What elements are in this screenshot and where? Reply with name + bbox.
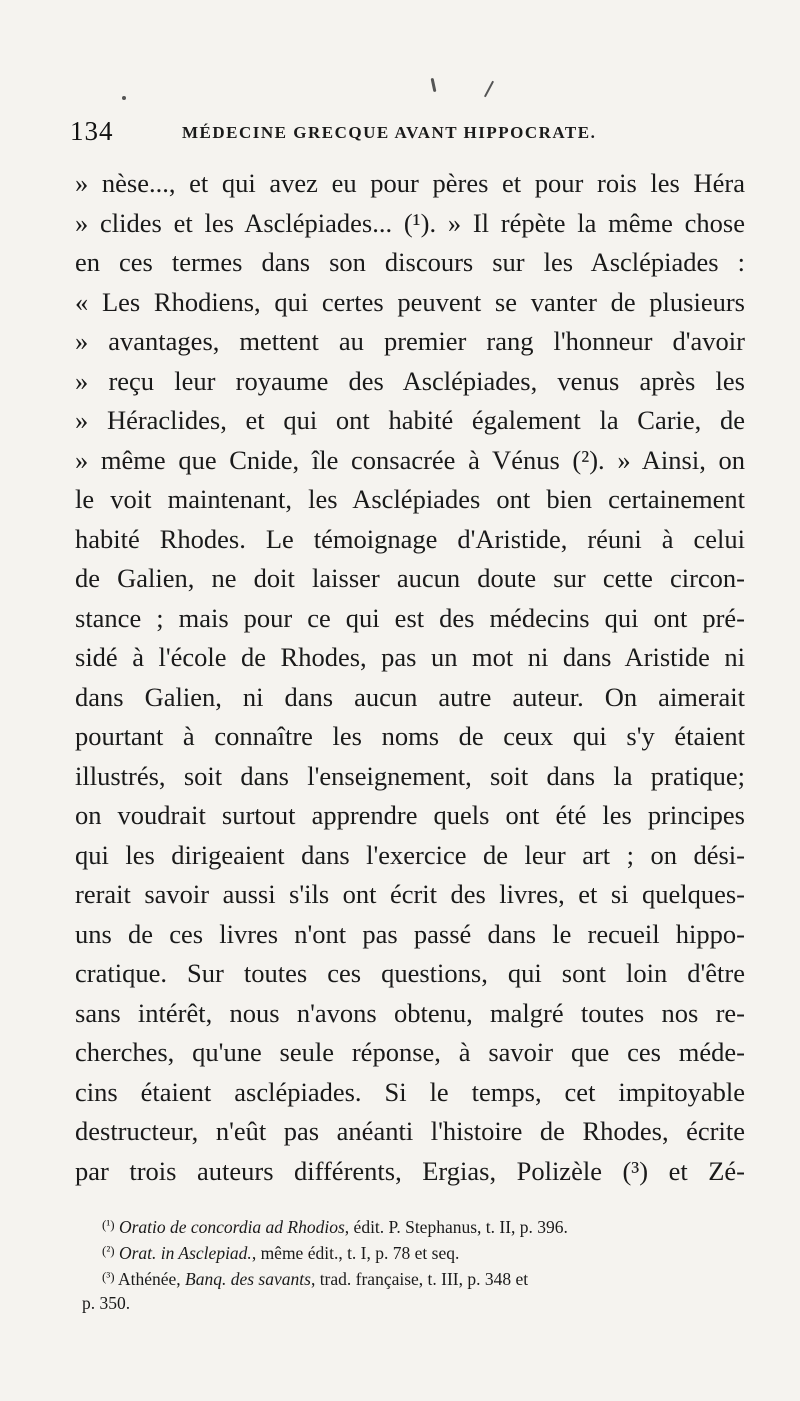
text-line: pourtant à connaître les noms de ceux qui s'y étaient [75, 721, 745, 751]
text-line: sidé à l'école de Rhodes, pas un mot ni dans Aristide ni [75, 642, 745, 672]
text-line: illustrés, soit dans l'enseignement, soit dans la pratique; [75, 760, 745, 791]
text-line: habité Rhodes. Le témoignage d'Aristide, réuni à celui [75, 523, 745, 554]
text-line: » Héraclides, et qui ont habité également la Carie, de [75, 405, 745, 435]
ink-speck [431, 78, 437, 92]
footnotes [82, 1212, 742, 1316]
footnote-text: , édit. P. Stephanus, t. II, p. 396. [344, 1217, 568, 1237]
text-line: cratique. Sur toutes ces questions, qui sont loin d'être [75, 958, 745, 988]
ink-speck [122, 96, 126, 100]
footnote-2 [82, 1238, 742, 1264]
footnote-title: Banq. des savants [185, 1269, 311, 1289]
text-line: uns de ces livres n'ont pas passé dans le recueil hippo- [75, 918, 745, 949]
text-line: dans Galien, ni dans aucun autre auteur. On aimerait [75, 681, 745, 712]
text-line: » reçu leur royaume des Asclépiades, venus après les [75, 365, 745, 396]
page-number: 134 [70, 116, 114, 146]
footnote-mark: (¹) [102, 1217, 115, 1232]
footnote-1 [82, 1212, 742, 1238]
text-line: cherches, qu'une seule réponse, à savoir que ces méde- [75, 1037, 745, 1067]
text-line: de Galien, ne doit laisser aucun doute sur cette circon- [75, 563, 745, 593]
ink-speck [484, 81, 494, 98]
text-line: stance ; mais pour ce qui est des médecins qui ont pré- [75, 602, 745, 633]
text-line: par trois auteurs différents, Ergias, Polizèle (³) et Zé- [75, 1155, 745, 1186]
text-line: destructeur, n'eût pas anéanti l'histoire de Rhodes, écrite [75, 1116, 745, 1146]
footnote-text: , même édit., t. I, p. 78 et seq. [251, 1243, 460, 1263]
text-line: en ces termes dans son discours sur les Asclépiades : [75, 247, 745, 277]
text-line: » avantages, mettent au premier rang l'honneur d'avoir [75, 326, 745, 356]
footnote-3-continuation: p. 350. [82, 1293, 131, 1313]
text-line: » clides et les Asclépiades... (¹). » Il répète la même chose [75, 207, 745, 238]
footnote-mark: (³) [102, 1269, 115, 1284]
footnote-text: , trad. française, t. III, p. 348 et [310, 1269, 529, 1289]
running-title: MÉDECINE GRECQUE AVANT HIPPOCRATE. [182, 123, 597, 142]
text-line: rerait savoir aussi s'ils ont écrit des livres, et si quelques- [75, 879, 745, 909]
footnote-mark: (²) [102, 1243, 115, 1258]
footnote-text: Athénée, [114, 1269, 186, 1289]
footnote-title: Oratio de concordia ad Rhodios [118, 1217, 345, 1237]
text-line: on voudrait surtout apprendre quels ont été les principes [75, 800, 745, 830]
page-header [70, 116, 760, 156]
text-line: « Les Rhodiens, qui certes peuvent se vanter de plusieurs [75, 286, 745, 317]
text-line: cins étaient asclépiades. Si le temps, cet impitoyable [75, 1076, 745, 1107]
body-text [75, 164, 745, 1191]
text-line: » même que Cnide, île consacrée à Vénus (²). » Ainsi, on [75, 444, 745, 475]
footnote-title: Orat. in Asclepiad. [118, 1243, 252, 1263]
text-line: sans intérêt, nous n'avons obtenu, malgré toutes nos re- [75, 997, 745, 1028]
text-line: » nèse..., et qui avez eu pour pères et pour rois les Héra [75, 168, 745, 198]
text-line: qui les dirigeaient dans l'exercice de leur art ; on dési- [75, 839, 745, 870]
footnote-3 [82, 1264, 742, 1290]
text-line: le voit maintenant, les Asclépiades ont bien certainement [75, 484, 745, 514]
